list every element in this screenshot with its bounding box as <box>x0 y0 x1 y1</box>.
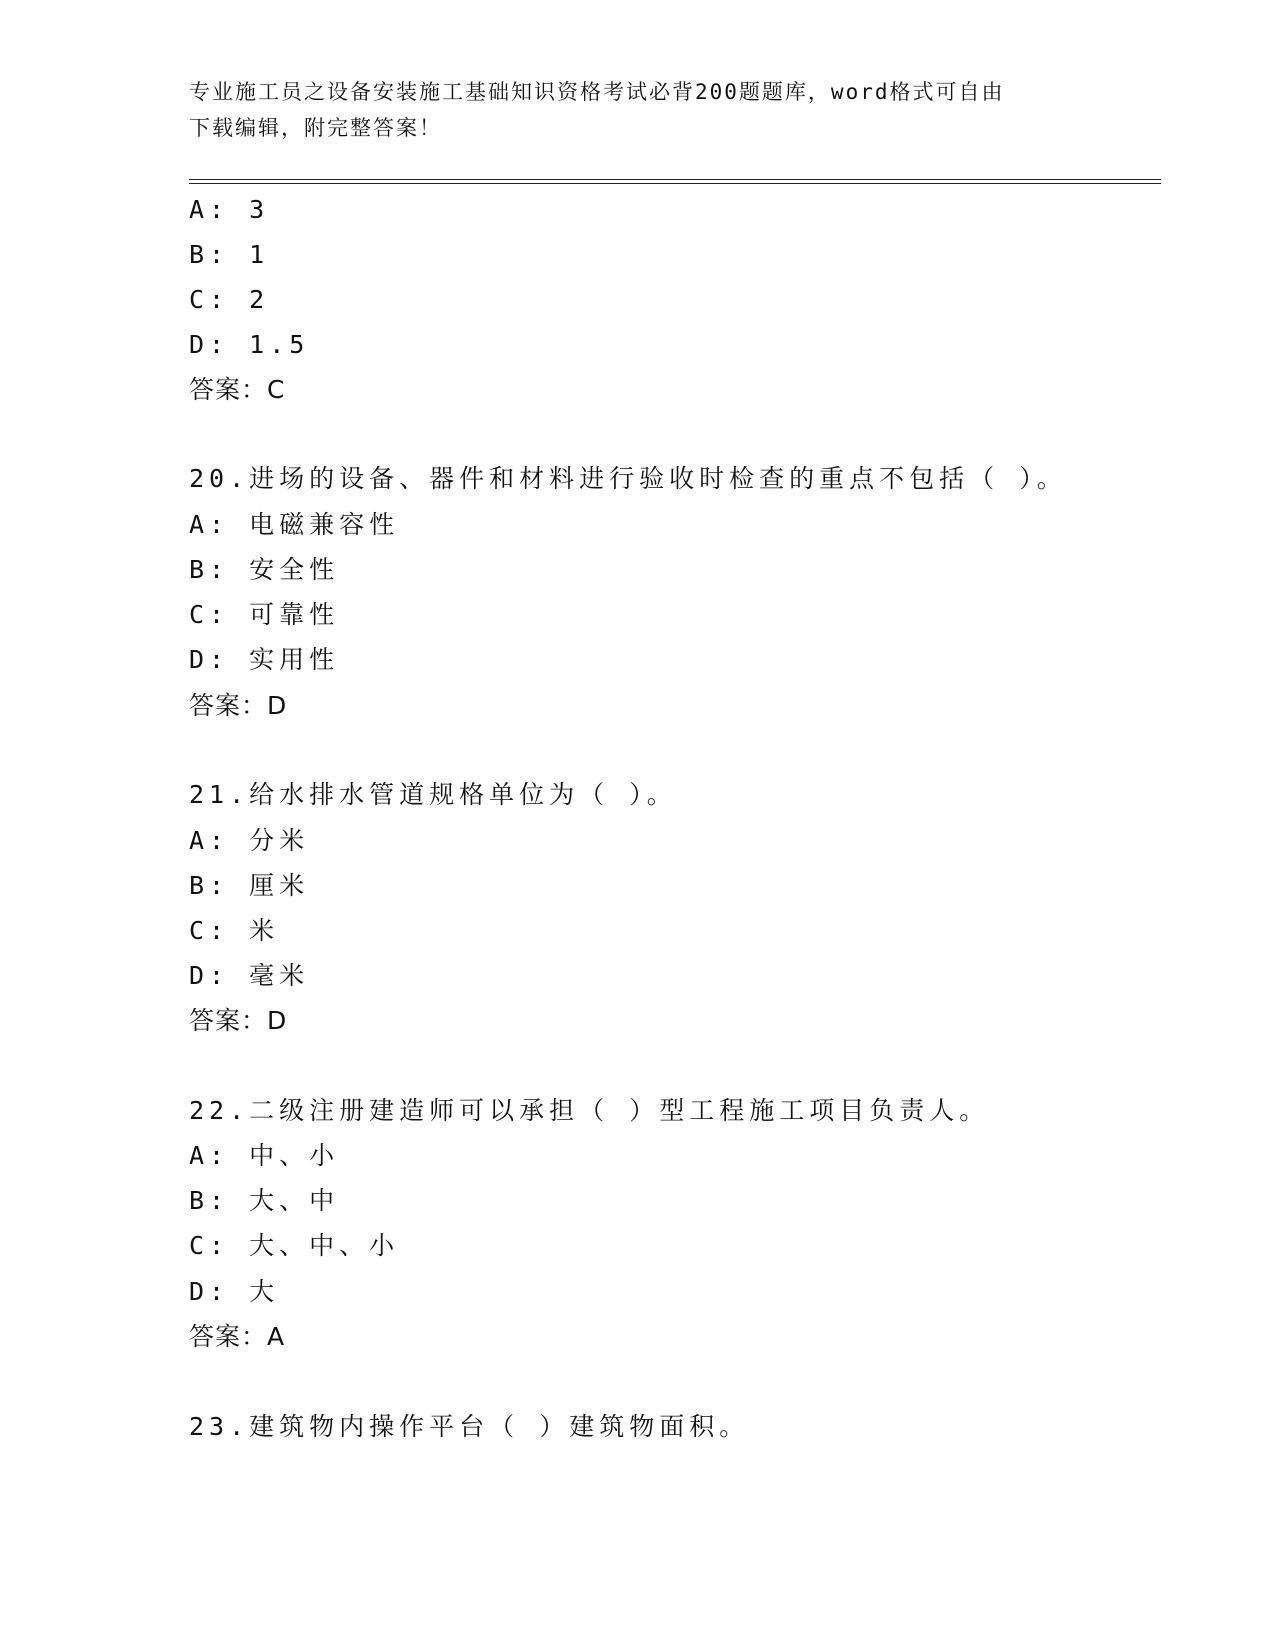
q20-option-b: B: 安全性 <box>189 555 340 584</box>
q21-option-a: A: 分米 <box>189 826 310 855</box>
q19-option-a: A: 3 <box>189 195 270 224</box>
q20-option-c: C: 可靠性 <box>189 600 340 629</box>
q22-question: 22.二级注册建造师可以承担（ ）型工程施工项目负责人。 <box>189 1096 990 1125</box>
q22-answer: 答案：A <box>189 1322 286 1351</box>
q20-question: 20.进场的设备、器件和材料进行验收时检查的重点不包括（ ）。 <box>189 464 1067 493</box>
q20-answer: 答案：D <box>189 691 288 720</box>
header-divider-top <box>189 179 1161 180</box>
q19-option-d: D: 1.5 <box>189 330 310 359</box>
document-header <box>189 74 1089 146</box>
q21-option-b: B: 厘米 <box>189 871 310 900</box>
q21-question: 21.给水排水管道规格单位为（ ）。 <box>189 780 677 809</box>
header-line-1: 专业施工员之设备安装施工基础知识资格考试必背200题题库，word格式可自由 <box>189 80 1005 104</box>
q20-option-a: A: 电磁兼容性 <box>189 510 400 539</box>
q21-answer: 答案：D <box>189 1006 288 1035</box>
q19-option-b: B: 1 <box>189 240 270 269</box>
q20-option-d: D: 实用性 <box>189 645 340 674</box>
q22-option-b: B: 大、中 <box>189 1186 340 1215</box>
q22-option-d: D: 大 <box>189 1277 280 1306</box>
q19-option-c: C: 2 <box>189 285 270 314</box>
q21-option-d: D: 毫米 <box>189 961 310 990</box>
q23-question: 23.建筑物内操作平台（ ）建筑物面积。 <box>189 1412 750 1441</box>
header-line-2: 下载编辑，附完整答案！ <box>189 116 442 140</box>
header-divider-bottom <box>189 183 1161 184</box>
q22-option-a: A: 中、小 <box>189 1141 340 1170</box>
q22-option-c: C: 大、中、小 <box>189 1231 400 1260</box>
q21-option-c: C: 米 <box>189 916 280 945</box>
q19-answer: 答案：C <box>189 375 286 404</box>
